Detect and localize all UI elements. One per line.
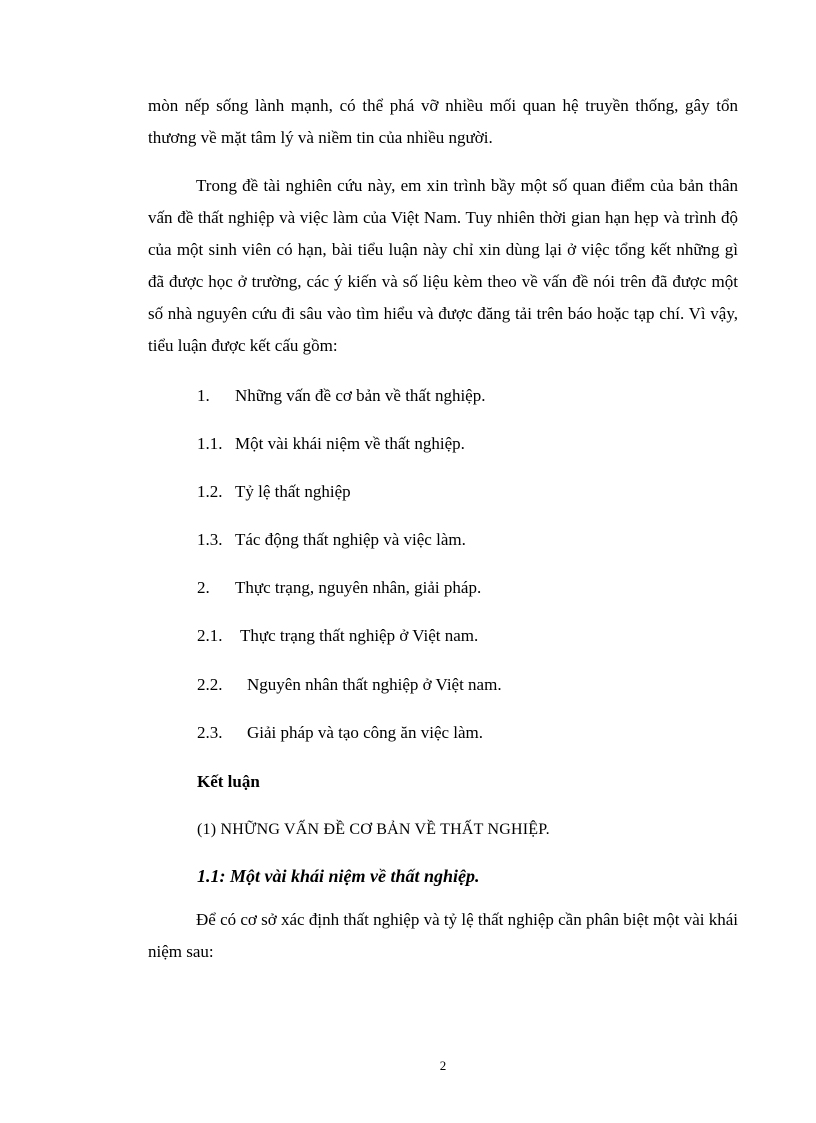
outline-number: 2.3. <box>197 723 223 742</box>
outline-item-2-1 <box>197 624 478 648</box>
conclusion-label: Kết luận <box>197 772 260 791</box>
outline-item-1-2 <box>197 480 351 504</box>
outline-text: Tác động thất nghiệp và việc làm. <box>235 530 466 549</box>
concepts-intro <box>148 904 738 968</box>
outline-item-2-2 <box>197 673 502 697</box>
outline-item-2-3 <box>197 721 483 745</box>
outline-number: 2.1. <box>197 626 223 645</box>
subsection-heading: 1.1: Một vài khái niệm về thất nghiệp. <box>197 866 480 886</box>
outline-number: 1.2. <box>197 482 223 501</box>
outline-text: Những vấn đề cơ bản về thất nghiệp. <box>235 386 486 405</box>
outline-text: Thực trạng thất nghiệp ở Việt nam. <box>240 626 479 645</box>
intro-continuation <box>148 90 738 154</box>
paragraph-intro-main: Trong đề tài nghiên cứu này, em xin trình bầy một số quan điểm của bản thân vấn đề thất nghiệp và việc làm của Việt Nam. Tuy nhiên thời gian hạn hẹp và trình độ của một sinh viên có hạn, bài tiểu luận này chỉ xin dùng lại ở việc tổng kết những gì đã được học ở trường, các ý kiến và số liệu kèm theo về vấn đề nói trên đã được một số nhà nguyên cứu đi sâu vào tìm hiểu và được đăng tải trên báo hoặc tạp chí. Vì vậy, tiểu luận được kết cấu gồm: <box>148 176 738 355</box>
outline-text: Giải pháp và tạo công ăn việc làm. <box>247 723 484 742</box>
outline-text: Một vài khái niệm về thất nghiệp. <box>235 434 465 453</box>
section-heading: (1) NHỮNG VẤN ĐỀ CƠ BẢN VỀ THẤT NGHIỆP. <box>197 821 550 838</box>
outline-number: 1.3. <box>197 530 223 549</box>
outline-number: 2. <box>197 578 210 597</box>
outline-text: Tỷ lệ thất nghiệp <box>235 482 351 501</box>
paragraph-intro-continuation: mòn nếp sống lành mạnh, có thể phá vỡ nhiều mối quan hệ truyền thống, gây tổn thương về mặt tâm lý và niềm tin của nhiều người. <box>148 96 738 147</box>
outline-number: 2.2. <box>197 675 223 694</box>
outline-number: 1. <box>197 386 210 405</box>
paragraph-concepts-intro: Để có cơ sở xác định thất nghiệp và tỷ lệ thất nghiệp cần phân biệt một vài khái niệm sau: <box>148 910 738 961</box>
outline-text: Thực trạng, nguyên nhân, giải pháp. <box>235 578 482 597</box>
outline-item-1 <box>197 384 485 408</box>
intro-main <box>148 170 738 362</box>
outline-item-2 <box>197 576 481 600</box>
page-number: 2 <box>439 1058 447 1073</box>
outline-text: Nguyên nhân thất nghiệp ở Việt nam. <box>247 675 502 694</box>
outline-item-1-1 <box>197 432 465 456</box>
outline-item-1-3 <box>197 528 466 552</box>
outline-number: 1.1. <box>197 434 223 453</box>
